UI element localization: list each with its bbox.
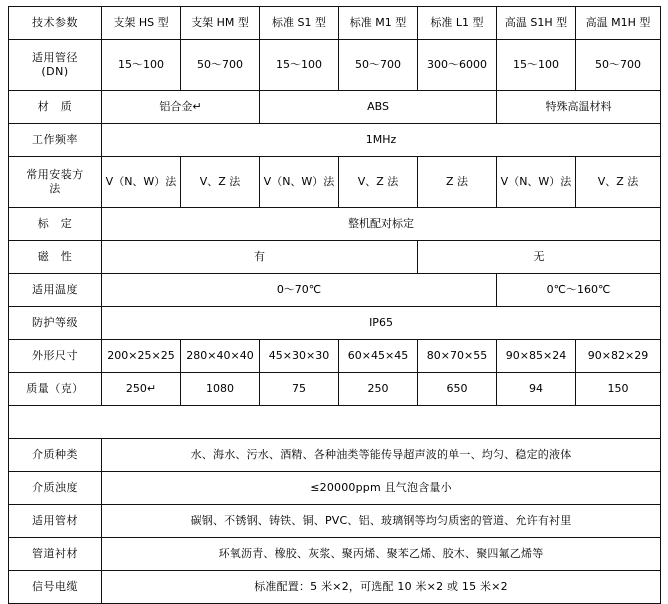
cell-value: 200×25×25 (102, 340, 181, 373)
row-label-temperature: 适用温度 (9, 274, 102, 307)
cell-value: 环氧沥青、橡胶、灰浆、聚丙烯、聚苯乙烯、胶木、聚四氟乙烯等 (102, 538, 661, 571)
table-row (9, 340, 661, 373)
cell-value: 94 (497, 373, 576, 406)
cell-value: 280×40×40 (181, 340, 260, 373)
cell-value: 250↵ (102, 373, 181, 406)
cell-value: 15～100 (260, 40, 339, 91)
header-cell-hs: 支架 HS 型 (102, 7, 181, 40)
cell-value: 铝合金↵ (102, 91, 260, 124)
cell-value: 有 (102, 241, 418, 274)
header-cell-parameter: 技术参数 (9, 7, 102, 40)
cell-value: 50～700 (339, 40, 418, 91)
table-row (9, 472, 661, 505)
cell-value: 水、海水、污水、酒精、各种油类等能传导超声波的单一、均匀、稳定的液体 (102, 439, 661, 472)
cell-value: 标准配置：5 米×2，可选配 10 米×2 或 15 米×2 (102, 571, 661, 604)
cell-value: V（N、W）法 (497, 157, 576, 208)
row-label-material: 材 质 (9, 91, 102, 124)
cell-value: 无 (418, 241, 661, 274)
row-label-line2: (DN) (41, 65, 69, 78)
cell-value: 80×70×55 (418, 340, 497, 373)
table-row (9, 91, 661, 124)
row-label-signal-cable: 信号电缆 (9, 571, 102, 604)
row-label-line2: 法 (49, 182, 61, 195)
cell-value: 特殊高温材料 (497, 91, 661, 124)
cell-value: V（N、W）法 (102, 157, 181, 208)
cell-value: V、Z 法 (576, 157, 661, 208)
header-cell-s1h: 高温 S1H 型 (497, 7, 576, 40)
table-row (9, 373, 661, 406)
row-label-calibration: 标 定 (9, 208, 102, 241)
cell-value: 50～700 (576, 40, 661, 91)
cell-value: 0℃～160℃ (497, 274, 661, 307)
row-label-pipe-diameter (9, 40, 102, 91)
cell-value: 45×30×30 (260, 340, 339, 373)
cell-value: 15～100 (497, 40, 576, 91)
row-label-turbidity: 介质浊度 (9, 472, 102, 505)
row-label-medium-type: 介质种类 (9, 439, 102, 472)
table-row (9, 538, 661, 571)
header-cell-hm: 支架 HM 型 (181, 7, 260, 40)
header-cell-m1: 标准 M1 型 (339, 7, 418, 40)
row-label-pipe-material: 适用管材 (9, 505, 102, 538)
cell-value: 整机配对标定 (102, 208, 661, 241)
cell-value: 250 (339, 373, 418, 406)
cell-value: ABS (260, 91, 497, 124)
cell-value: 1MHz (102, 124, 661, 157)
row-label-protection: 防护等级 (9, 307, 102, 340)
table-row (9, 439, 661, 472)
table-row (9, 571, 661, 604)
table-header-row (9, 7, 661, 40)
cell-value: 15～100 (102, 40, 181, 91)
cell-value: 50～700 (181, 40, 260, 91)
cell-value: V、Z 法 (339, 157, 418, 208)
cell-value: 60×45×45 (339, 340, 418, 373)
cell-value: 650 (418, 373, 497, 406)
row-label-mounting (9, 157, 102, 208)
row-label-weight: 质量（克） (9, 373, 102, 406)
header-cell-l1: 标准 L1 型 (418, 7, 497, 40)
row-label-line1: 适用管径 (32, 51, 78, 65)
table-row (9, 40, 661, 91)
table-row (9, 241, 661, 274)
row-label-liner-material: 管道衬材 (9, 538, 102, 571)
cell-value: 0～70℃ (102, 274, 497, 307)
table-row (9, 274, 661, 307)
table-section-gap (9, 406, 661, 439)
table-row (9, 124, 661, 157)
table-row (9, 208, 661, 241)
header-cell-s1: 标准 S1 型 (260, 7, 339, 40)
table-row (9, 157, 661, 208)
table-row (9, 505, 661, 538)
row-label-line1: 常用安装方 (26, 168, 84, 182)
cell-value: ≤20000ppm 且气泡含量小 (102, 472, 661, 505)
cell-value: Z 法 (418, 157, 497, 208)
cell-value: 300～6000 (418, 40, 497, 91)
row-label-dimensions: 外形尺寸 (9, 340, 102, 373)
row-label-magnetism: 磁 性 (9, 241, 102, 274)
cell-value: 1080 (181, 373, 260, 406)
row-label-frequency: 工作频率 (9, 124, 102, 157)
cell-value: 150 (576, 373, 661, 406)
table-row (9, 307, 661, 340)
cell-value: IP65 (102, 307, 661, 340)
header-cell-m1h: 高温 M1H 型 (576, 7, 661, 40)
cell-value: 碳钢、不锈钢、铸铁、铜、PVC、铝、玻璃钢等均匀质密的管道、允许有衬里 (102, 505, 661, 538)
cell-value: 90×82×29 (576, 340, 661, 373)
cell-value: V、Z 法 (181, 157, 260, 208)
cell-value: 75 (260, 373, 339, 406)
cell-value: 90×85×24 (497, 340, 576, 373)
cell-value: V（N、W）法 (260, 157, 339, 208)
specification-table (8, 6, 661, 604)
